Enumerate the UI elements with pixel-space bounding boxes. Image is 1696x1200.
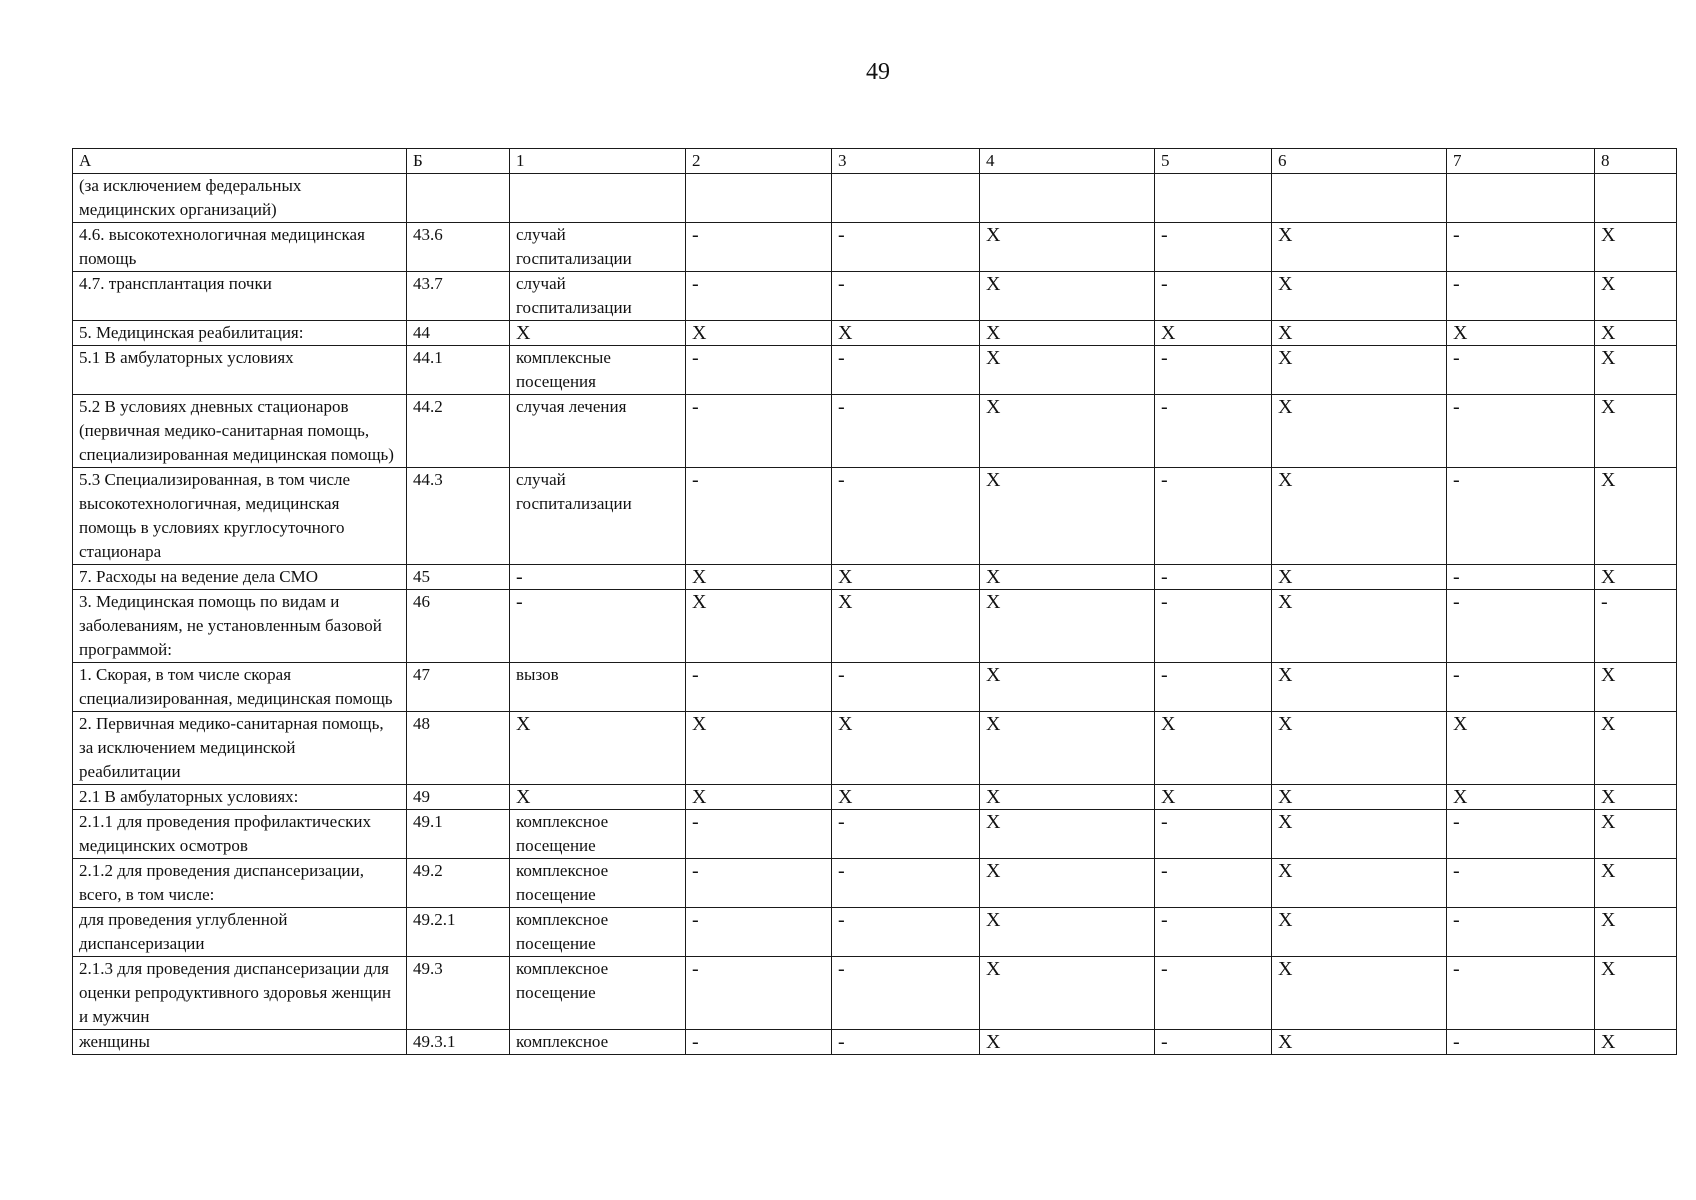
col3-cell: - bbox=[832, 468, 980, 565]
col6-cell bbox=[1272, 174, 1447, 223]
table-row bbox=[73, 468, 1677, 565]
col4-cell: X bbox=[980, 565, 1155, 590]
col3-cell: - bbox=[832, 908, 980, 957]
unit-cell: комплексное bbox=[510, 1030, 686, 1055]
col5-cell: - bbox=[1155, 810, 1272, 859]
col8-cell: X bbox=[1595, 663, 1677, 712]
col3-cell: - bbox=[832, 663, 980, 712]
column-header: 6 bbox=[1272, 149, 1447, 174]
col7-cell: - bbox=[1447, 565, 1595, 590]
table-row bbox=[73, 908, 1677, 957]
col2-cell: X bbox=[686, 565, 832, 590]
col7-cell bbox=[1447, 174, 1595, 223]
col6-cell: X bbox=[1272, 346, 1447, 395]
row-label: 2.1.1 для проведения профилактических медицинских осмотров bbox=[73, 810, 407, 859]
col7-cell: X bbox=[1447, 321, 1595, 346]
col7-cell: - bbox=[1447, 1030, 1595, 1055]
col7-cell: - bbox=[1447, 395, 1595, 468]
unit-cell: - bbox=[510, 590, 686, 663]
col4-cell: X bbox=[980, 321, 1155, 346]
column-header: 5 bbox=[1155, 149, 1272, 174]
col8-cell: X bbox=[1595, 712, 1677, 785]
col4-cell: X bbox=[980, 223, 1155, 272]
table-row bbox=[73, 663, 1677, 712]
col8-cell: X bbox=[1595, 785, 1677, 810]
row-label: 3. Медицинская помощь по видам и заболеваниям, не установленным базовой программой: bbox=[73, 590, 407, 663]
col3-cell: - bbox=[832, 1030, 980, 1055]
col5-cell: X bbox=[1155, 785, 1272, 810]
col8-cell: - bbox=[1595, 590, 1677, 663]
col6-cell: X bbox=[1272, 223, 1447, 272]
col2-cell: - bbox=[686, 908, 832, 957]
row-label: 4.6. высокотехнологичная медицинская помощь bbox=[73, 223, 407, 272]
col8-cell: X bbox=[1595, 1030, 1677, 1055]
table-row bbox=[73, 785, 1677, 810]
col8-cell: X bbox=[1595, 395, 1677, 468]
col5-cell: - bbox=[1155, 468, 1272, 565]
col2-cell: X bbox=[686, 712, 832, 785]
column-header: А bbox=[73, 149, 407, 174]
col2-cell: - bbox=[686, 663, 832, 712]
col6-cell: X bbox=[1272, 663, 1447, 712]
col3-cell: X bbox=[832, 785, 980, 810]
col4-cell: X bbox=[980, 468, 1155, 565]
col8-cell: X bbox=[1595, 908, 1677, 957]
col6-cell: X bbox=[1272, 321, 1447, 346]
unit-cell: комплексное посещение bbox=[510, 908, 686, 957]
col4-cell: X bbox=[980, 346, 1155, 395]
unit-cell: - bbox=[510, 565, 686, 590]
row-code: 46 bbox=[407, 590, 510, 663]
col7-cell: - bbox=[1447, 810, 1595, 859]
col4-cell: X bbox=[980, 590, 1155, 663]
col6-cell: X bbox=[1272, 590, 1447, 663]
col5-cell: - bbox=[1155, 908, 1272, 957]
row-label: 7. Расходы на ведение дела СМО bbox=[73, 565, 407, 590]
col7-cell: - bbox=[1447, 272, 1595, 321]
unit-cell: случая лечения bbox=[510, 395, 686, 468]
col7-cell: - bbox=[1447, 663, 1595, 712]
row-code: 44.3 bbox=[407, 468, 510, 565]
col6-cell: X bbox=[1272, 908, 1447, 957]
row-label: 4.7. трансплантация почки bbox=[73, 272, 407, 321]
table-row bbox=[73, 272, 1677, 321]
col6-cell: X bbox=[1272, 810, 1447, 859]
row-code: 43.7 bbox=[407, 272, 510, 321]
col5-cell: X bbox=[1155, 712, 1272, 785]
col8-cell: X bbox=[1595, 346, 1677, 395]
col8-cell: X bbox=[1595, 859, 1677, 908]
col3-cell: - bbox=[832, 395, 980, 468]
table-row bbox=[73, 346, 1677, 395]
col5-cell: - bbox=[1155, 346, 1272, 395]
row-label: 2.1.3 для проведения диспансеризации для оценки репродуктивного здоровья женщин и мужчин bbox=[73, 957, 407, 1030]
col3-cell bbox=[832, 174, 980, 223]
col2-cell: - bbox=[686, 859, 832, 908]
col2-cell bbox=[686, 174, 832, 223]
col5-cell: - bbox=[1155, 565, 1272, 590]
col7-cell: - bbox=[1447, 468, 1595, 565]
column-header: 7 bbox=[1447, 149, 1595, 174]
table-row bbox=[73, 957, 1677, 1030]
col6-cell: X bbox=[1272, 565, 1447, 590]
col8-cell bbox=[1595, 174, 1677, 223]
col7-cell: - bbox=[1447, 908, 1595, 957]
col5-cell: X bbox=[1155, 321, 1272, 346]
col4-cell: X bbox=[980, 712, 1155, 785]
table-body bbox=[73, 149, 1677, 1055]
row-label: 5. Медицинская реабилитация: bbox=[73, 321, 407, 346]
unit-cell: комплексное посещение bbox=[510, 859, 686, 908]
col2-cell: - bbox=[686, 810, 832, 859]
col6-cell: X bbox=[1272, 859, 1447, 908]
col4-cell: X bbox=[980, 957, 1155, 1030]
table-row bbox=[73, 590, 1677, 663]
col5-cell: - bbox=[1155, 957, 1272, 1030]
col5-cell: - bbox=[1155, 272, 1272, 321]
row-label: 2.1.2 для проведения диспансеризации, всего, в том числе: bbox=[73, 859, 407, 908]
row-code: 47 bbox=[407, 663, 510, 712]
col6-cell: X bbox=[1272, 272, 1447, 321]
unit-cell: случай госпитализации bbox=[510, 468, 686, 565]
col4-cell: X bbox=[980, 785, 1155, 810]
col2-cell: - bbox=[686, 1030, 832, 1055]
col4-cell: X bbox=[980, 810, 1155, 859]
col5-cell: - bbox=[1155, 223, 1272, 272]
col5-cell: - bbox=[1155, 395, 1272, 468]
column-header: Б bbox=[407, 149, 510, 174]
table-row bbox=[73, 174, 1677, 223]
col4-cell: X bbox=[980, 395, 1155, 468]
col5-cell bbox=[1155, 174, 1272, 223]
col6-cell: X bbox=[1272, 395, 1447, 468]
col2-cell: X bbox=[686, 321, 832, 346]
col5-cell: - bbox=[1155, 1030, 1272, 1055]
row-label: для проведения углубленной диспансеризации bbox=[73, 908, 407, 957]
col7-cell: - bbox=[1447, 223, 1595, 272]
row-label: 5.1 В амбулаторных условиях bbox=[73, 346, 407, 395]
table-row bbox=[73, 223, 1677, 272]
unit-cell: вызов bbox=[510, 663, 686, 712]
row-label: женщины bbox=[73, 1030, 407, 1055]
unit-cell: X bbox=[510, 321, 686, 346]
col3-cell: - bbox=[832, 346, 980, 395]
unit-cell: комплексные посещения bbox=[510, 346, 686, 395]
col3-cell: X bbox=[832, 565, 980, 590]
row-code: 44.2 bbox=[407, 395, 510, 468]
column-header: 4 bbox=[980, 149, 1155, 174]
row-label: (за исключением федеральных медицинских организаций) bbox=[73, 174, 407, 223]
row-code: 49.1 bbox=[407, 810, 510, 859]
col3-cell: - bbox=[832, 272, 980, 321]
col4-cell bbox=[980, 174, 1155, 223]
table-row bbox=[73, 859, 1677, 908]
col2-cell: - bbox=[686, 346, 832, 395]
table-row bbox=[73, 810, 1677, 859]
col2-cell: X bbox=[686, 590, 832, 663]
row-code bbox=[407, 174, 510, 223]
row-code: 44.1 bbox=[407, 346, 510, 395]
col3-cell: - bbox=[832, 957, 980, 1030]
row-code: 49.2 bbox=[407, 859, 510, 908]
col3-cell: - bbox=[832, 223, 980, 272]
col2-cell: - bbox=[686, 957, 832, 1030]
column-header: 8 bbox=[1595, 149, 1677, 174]
row-code: 48 bbox=[407, 712, 510, 785]
col8-cell: X bbox=[1595, 272, 1677, 321]
row-label: 5.3 Специализированная, в том числе высокотехнологичная, медицинская помощь в условиях круглосуточного стационара bbox=[73, 468, 407, 565]
unit-cell bbox=[510, 174, 686, 223]
col6-cell: X bbox=[1272, 785, 1447, 810]
col2-cell: X bbox=[686, 785, 832, 810]
column-header: 3 bbox=[832, 149, 980, 174]
col2-cell: - bbox=[686, 272, 832, 321]
page-number: 49 bbox=[866, 59, 890, 85]
col3-cell: - bbox=[832, 810, 980, 859]
col7-cell: - bbox=[1447, 859, 1595, 908]
col2-cell: - bbox=[686, 223, 832, 272]
col4-cell: X bbox=[980, 908, 1155, 957]
col6-cell: X bbox=[1272, 1030, 1447, 1055]
col5-cell: - bbox=[1155, 859, 1272, 908]
header-row bbox=[73, 149, 1677, 174]
table-row bbox=[73, 395, 1677, 468]
col7-cell: - bbox=[1447, 346, 1595, 395]
row-code: 43.6 bbox=[407, 223, 510, 272]
col3-cell: X bbox=[832, 321, 980, 346]
col7-cell: - bbox=[1447, 957, 1595, 1030]
unit-cell: комплексное посещение bbox=[510, 957, 686, 1030]
column-header: 1 bbox=[510, 149, 686, 174]
col7-cell: X bbox=[1447, 785, 1595, 810]
col6-cell: X bbox=[1272, 957, 1447, 1030]
col5-cell: - bbox=[1155, 590, 1272, 663]
col8-cell: X bbox=[1595, 468, 1677, 565]
col8-cell: X bbox=[1595, 810, 1677, 859]
unit-cell: X bbox=[510, 712, 686, 785]
row-label: 5.2 В условиях дневных стационаров (первичная медико-санитарная помощь, специализированная медицинская помощь) bbox=[73, 395, 407, 468]
row-code: 49.2.1 bbox=[407, 908, 510, 957]
col6-cell: X bbox=[1272, 468, 1447, 565]
col8-cell: X bbox=[1595, 957, 1677, 1030]
col3-cell: - bbox=[832, 859, 980, 908]
col8-cell: X bbox=[1595, 321, 1677, 346]
col8-cell: X bbox=[1595, 565, 1677, 590]
row-label: 1. Скорая, в том числе скорая специализированная, медицинская помощь bbox=[73, 663, 407, 712]
row-code: 44 bbox=[407, 321, 510, 346]
unit-cell: X bbox=[510, 785, 686, 810]
col5-cell: - bbox=[1155, 663, 1272, 712]
table-row bbox=[73, 321, 1677, 346]
row-code: 49.3.1 bbox=[407, 1030, 510, 1055]
row-code: 49 bbox=[407, 785, 510, 810]
col4-cell: X bbox=[980, 1030, 1155, 1055]
col3-cell: X bbox=[832, 590, 980, 663]
col2-cell: - bbox=[686, 468, 832, 565]
row-label: 2. Первичная медико-санитарная помощь, за исключением медицинской реабилитации bbox=[73, 712, 407, 785]
table-row bbox=[73, 565, 1677, 590]
row-code: 45 bbox=[407, 565, 510, 590]
col4-cell: X bbox=[980, 859, 1155, 908]
col4-cell: X bbox=[980, 663, 1155, 712]
col6-cell: X bbox=[1272, 712, 1447, 785]
table-row bbox=[73, 1030, 1677, 1055]
col8-cell: X bbox=[1595, 223, 1677, 272]
col7-cell: X bbox=[1447, 712, 1595, 785]
column-header: 2 bbox=[686, 149, 832, 174]
table-row bbox=[73, 712, 1677, 785]
col4-cell: X bbox=[980, 272, 1155, 321]
unit-cell: случай госпитализации bbox=[510, 272, 686, 321]
col2-cell: - bbox=[686, 395, 832, 468]
row-label: 2.1 В амбулаторных условиях: bbox=[73, 785, 407, 810]
row-code: 49.3 bbox=[407, 957, 510, 1030]
col3-cell: X bbox=[832, 712, 980, 785]
col7-cell: - bbox=[1447, 590, 1595, 663]
unit-cell: комплексное посещение bbox=[510, 810, 686, 859]
unit-cell: случай госпитализации bbox=[510, 223, 686, 272]
data-table bbox=[72, 148, 1677, 1055]
